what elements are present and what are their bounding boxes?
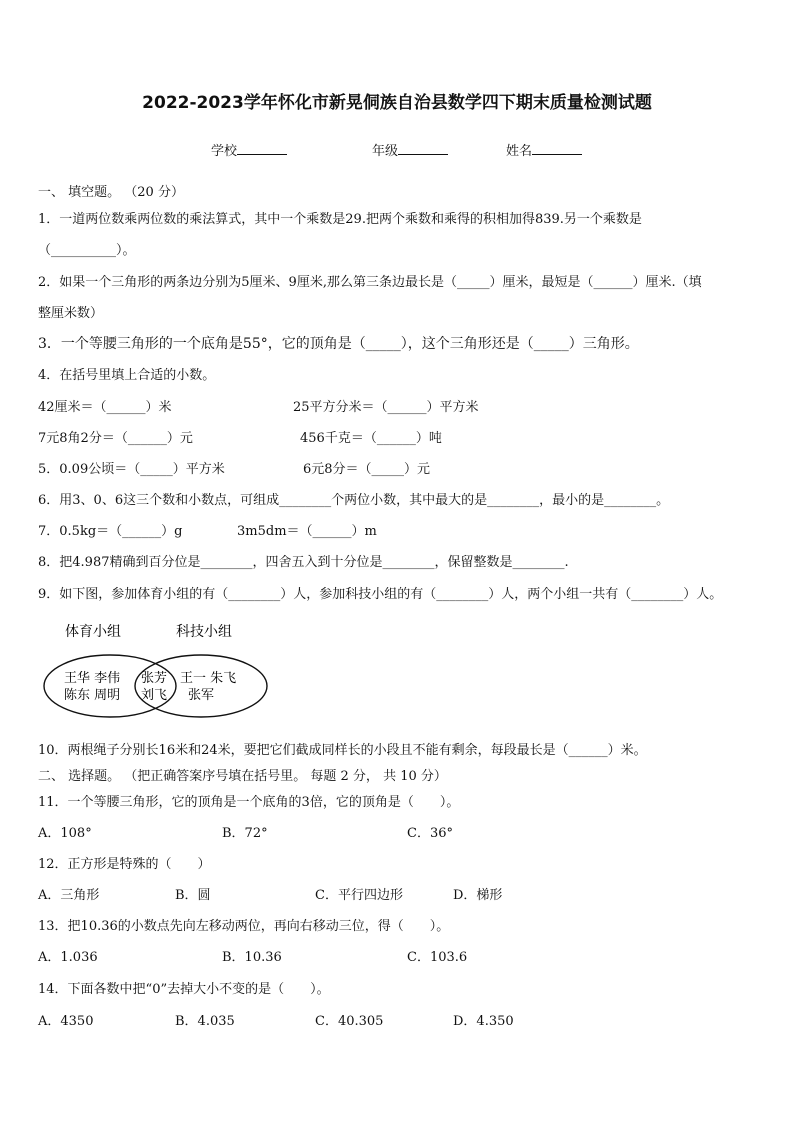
question-4-item-3: 7元8角2分＝（______）元 bbox=[38, 431, 193, 446]
question-5-item-2: 6元8分＝（_____）元 bbox=[303, 462, 431, 477]
question-4-item-4: 456千克＝（______）吨 bbox=[300, 431, 442, 446]
school-label: 学校 bbox=[211, 144, 238, 159]
venn-left-row-1: 王华 李伟 bbox=[64, 671, 121, 686]
question-1-line-2: （__________）。 bbox=[38, 243, 136, 258]
venn-right-row-2: 张军 bbox=[188, 688, 215, 703]
page-title: 2022-2023学年怀化市新晃侗族自治县数学四下期末质量检测试题 bbox=[142, 93, 652, 113]
section-2-heading: 二、 选择题。 （把正确答案序号填在括号里。 每题 2 分， 共 10 分） bbox=[38, 769, 447, 784]
question-13-option-c: C．103.6 bbox=[407, 950, 468, 965]
question-14-option-a: A．4350 bbox=[38, 1014, 94, 1029]
question-12-option-c: C．平行四边形 bbox=[315, 888, 403, 903]
question-12-option-b: B．圆 bbox=[175, 888, 211, 903]
grade-field bbox=[372, 140, 448, 159]
question-14: 14．下面各数中把“0”去掉大小不变的是（ ）。 bbox=[38, 982, 330, 997]
grade-blank bbox=[398, 142, 448, 155]
section-1-heading: 一、 填空题。 （20 分） bbox=[38, 185, 184, 200]
question-8: 8．把4.987精确到百分位是________，四舍五入到十分位是________，保留整数是________. bbox=[38, 555, 569, 570]
question-14-option-d: D．4.350 bbox=[453, 1014, 514, 1029]
school-blank bbox=[237, 142, 287, 155]
question-3: 3．一个等腰三角形的一个底角是55°，它的顶角是（_____），这个三角形还是（_____）三角形。 bbox=[38, 336, 639, 352]
question-7-item-2: 3m5dm＝（______）m bbox=[237, 524, 377, 539]
question-14-option-b: B．4.035 bbox=[175, 1014, 235, 1029]
question-2-line-2: 整厘米数） bbox=[38, 306, 104, 321]
question-14-option-c: C．40.305 bbox=[315, 1014, 384, 1029]
question-12-option-d: D．梯形 bbox=[453, 888, 503, 903]
question-7-item-1: 7．0.5kg＝（______）g bbox=[38, 524, 183, 539]
question-4: 4．在括号里填上合适的小数。 bbox=[38, 368, 216, 383]
venn-circle-sports bbox=[44, 655, 176, 717]
venn-diagram bbox=[42, 620, 292, 735]
name-label: 姓名 bbox=[506, 144, 533, 159]
question-11-option-a: A．108° bbox=[38, 826, 92, 841]
venn-label-sports: 体育小组 bbox=[65, 624, 121, 640]
venn-mid-row-2: 刘飞 bbox=[141, 688, 168, 703]
name-field bbox=[506, 140, 582, 159]
venn-left-row-2: 陈东 周明 bbox=[64, 688, 121, 703]
question-13: 13．把10.36的小数点先向左移动两位，再向右移动三位，得（ ）。 bbox=[38, 919, 450, 934]
venn-circle-science bbox=[135, 655, 267, 717]
question-6: 6．用3、0、6这三个数和小数点，可组成________个两位小数，其中最大的是________，最小的是________。 bbox=[38, 493, 670, 508]
venn-mid-row-1: 张芳 bbox=[141, 671, 168, 686]
question-5-item-1: 5．0.09公顷＝（_____）平方米 bbox=[38, 462, 225, 477]
question-12-option-a: A．三角形 bbox=[38, 888, 100, 903]
question-11-option-c: C．36° bbox=[407, 826, 453, 841]
question-4-item-1: 42厘米＝（______）米 bbox=[38, 400, 172, 415]
grade-label: 年级 bbox=[372, 144, 399, 159]
question-13-option-b: B．10.36 bbox=[222, 950, 282, 965]
question-11-option-b: B．72° bbox=[222, 826, 268, 841]
venn-label-science: 科技小组 bbox=[176, 624, 232, 640]
question-11: 11．一个等腰三角形，它的顶角是一个底角的3倍，它的顶角是（ ）。 bbox=[38, 795, 460, 810]
name-blank bbox=[532, 142, 582, 155]
question-13-option-a: A．1.036 bbox=[38, 950, 98, 965]
question-1-line-1: 1．一道两位数乘两位数的乘法算式，其中一个乘数是29.把两个乘数和乘得的积相加得839.另一个乘数是 bbox=[38, 212, 642, 227]
question-9: 9．如下图，参加体育小组的有（________）人，参加科技小组的有（________）人，两个小组一共有（________）人。 bbox=[38, 587, 723, 602]
school-field bbox=[211, 140, 287, 159]
question-2-line-1: 2．如果一个三角形的两条边分别为5厘米、9厘米,那么第三条边最长是（_____）厘米，最短是（______）厘米.（填 bbox=[38, 275, 702, 290]
question-4-item-2: 25平方分米＝（______）平方米 bbox=[293, 400, 479, 415]
question-10: 10．两根绳子分别长16米和24米，要把它们截成同样长的小段且不能有剩余，每段最长是（______）米。 bbox=[38, 743, 647, 758]
question-12: 12．正方形是特殊的（ ） bbox=[38, 857, 211, 872]
venn-right-row-1: 王一 朱飞 bbox=[180, 671, 237, 686]
